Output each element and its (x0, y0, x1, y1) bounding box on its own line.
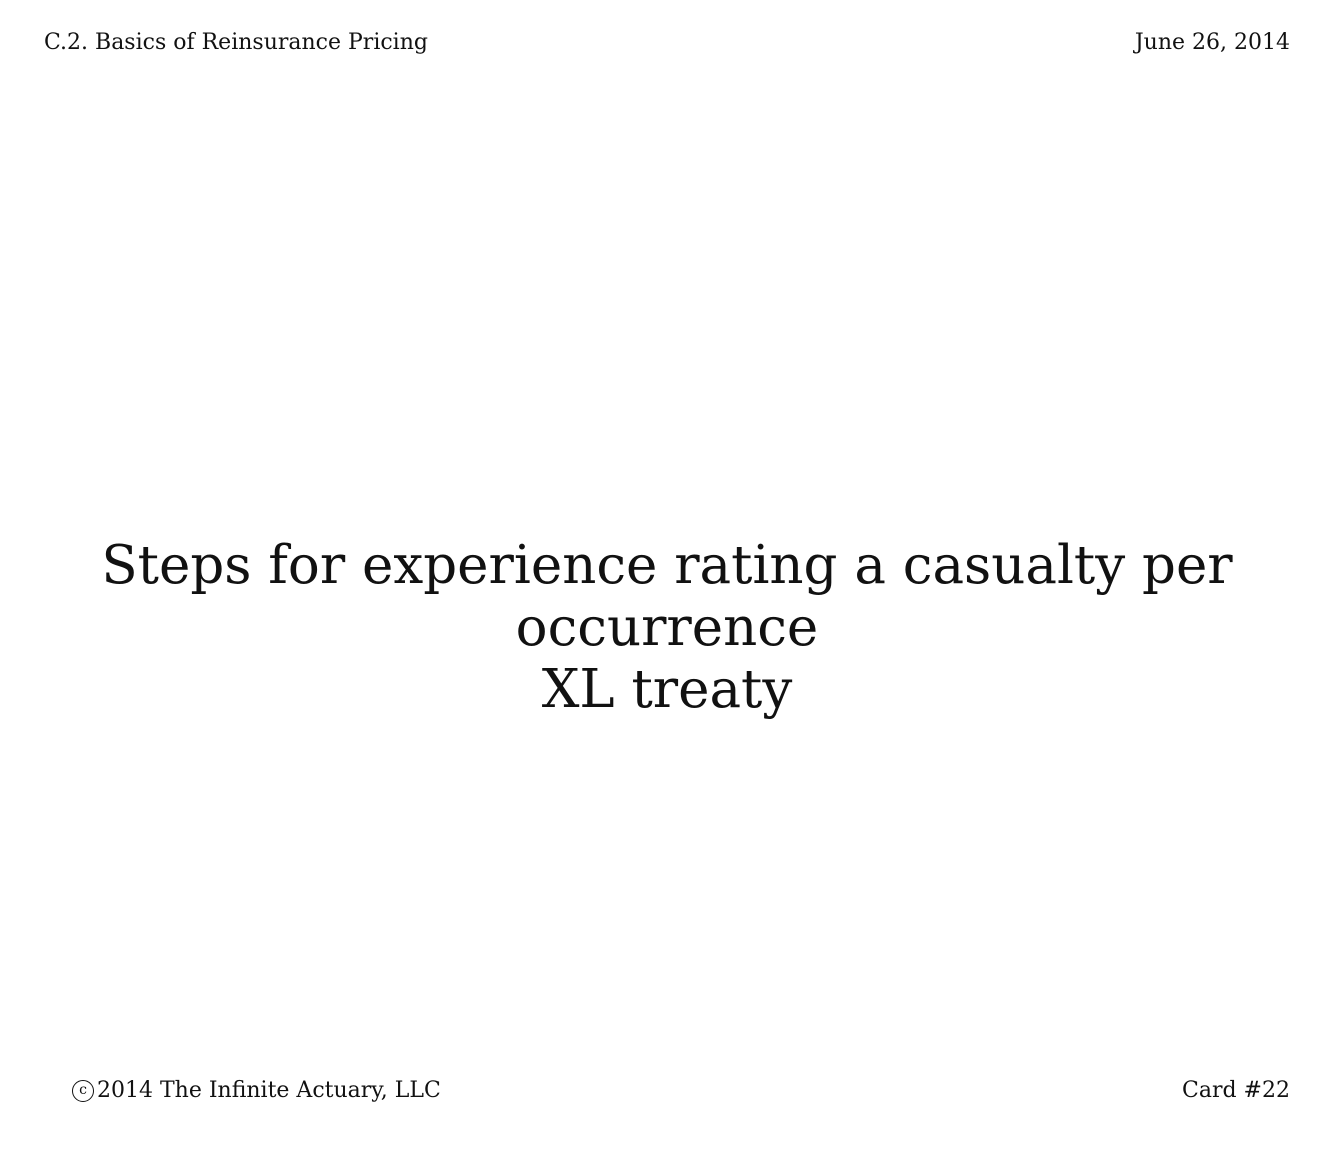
card-title-line-1: Steps for experience rating a casualty per occurrence (101, 534, 1233, 658)
card-number: Card #22 (1182, 1078, 1290, 1103)
copyright-text: 2014 The Infinite Actuary, LLC (97, 1078, 441, 1103)
card-title (0, 535, 1334, 721)
section-title: C.2. Basics of Reinsurance Pricing (44, 30, 428, 55)
copyright-icon: c (72, 1080, 94, 1102)
date-label: June 26, 2014 (1134, 30, 1290, 55)
copyright-notice (72, 1077, 441, 1105)
card-title-line-2: XL treaty (541, 658, 793, 720)
